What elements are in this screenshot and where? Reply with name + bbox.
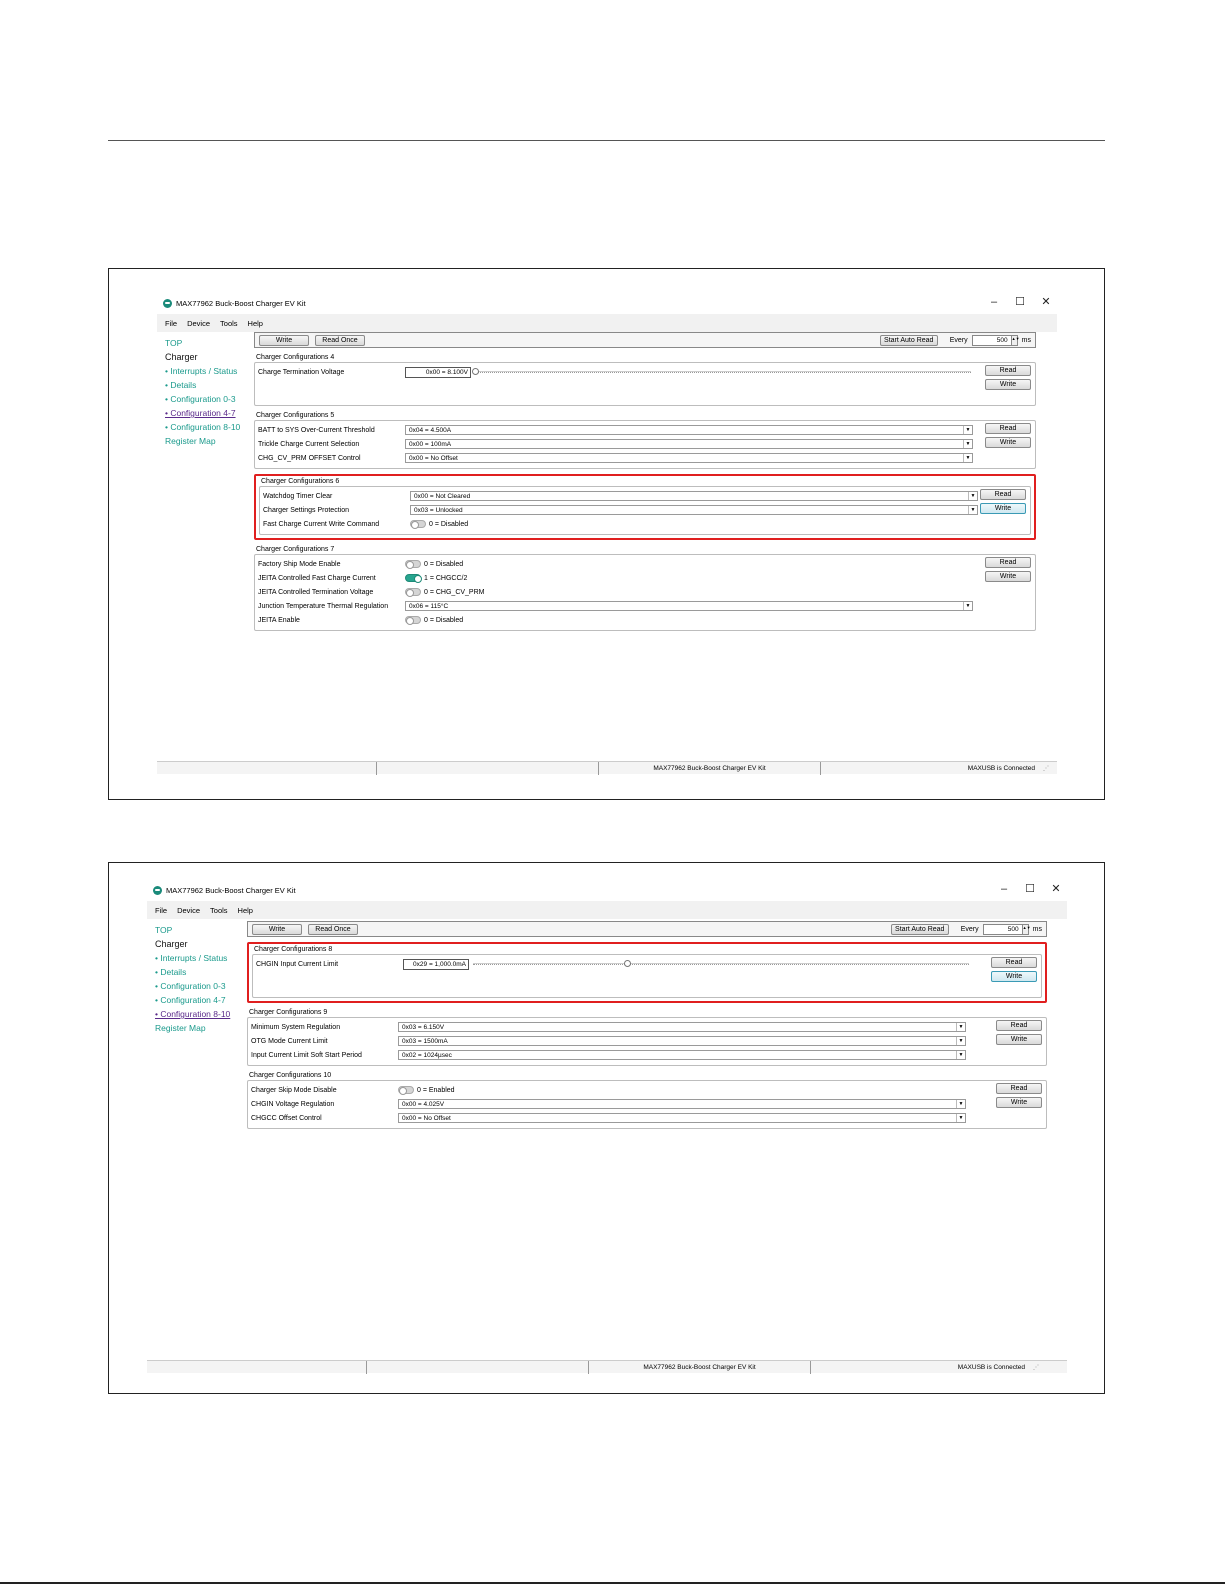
sidebar-item-configuration-8-10[interactable]: • Configuration 8-10 xyxy=(155,1009,231,1019)
field-chg-cv-prm-offset-control xyxy=(255,451,1035,465)
field-watchdog-timer-clear xyxy=(260,489,1030,503)
field-label: Fast Charge Current Write Command xyxy=(263,520,380,528)
slider-track xyxy=(475,372,971,373)
write-button[interactable]: Write xyxy=(985,571,1031,582)
write-button[interactable]: Write xyxy=(985,379,1031,390)
field-label: Charger Settings Protection xyxy=(263,506,349,514)
section-buttons xyxy=(985,365,1031,390)
field-input-current-limit-soft-start-period xyxy=(248,1048,1046,1062)
auto-read-controls xyxy=(891,924,1042,935)
read-button[interactable]: Read xyxy=(991,957,1037,968)
slider-value-input[interactable]: 0x00 = 8.100V xyxy=(405,367,471,378)
chevron-down-icon: ▼ xyxy=(956,1100,965,1108)
close-icon[interactable]: ✕ xyxy=(1051,883,1061,895)
section-title: Charger Configurations 8 xyxy=(254,946,333,953)
every-label: Every xyxy=(949,337,968,344)
field-label: Junction Temperature Thermal Regulation xyxy=(258,602,389,610)
dropdown-value: 0x00 = 100mA xyxy=(409,440,452,448)
sidebar-item-charger: Charger xyxy=(155,939,188,949)
menu-bar xyxy=(157,314,1057,332)
highlight-box xyxy=(247,942,1047,1003)
menu-tools[interactable]: Tools xyxy=(220,318,238,328)
value-dropdown[interactable] xyxy=(405,601,973,611)
window-title: MAX77962 Buck-Boost Charger EV Kit xyxy=(176,298,306,308)
status-cell: MAX77962 Buck-Boost Charger EV Kit xyxy=(599,762,821,775)
page-bottom-rule xyxy=(0,1582,1225,1584)
write-button[interactable]: Write xyxy=(985,437,1031,448)
field-minimum-system-regulation xyxy=(248,1020,1046,1034)
dropdown-value: 0x00 = No Offset xyxy=(409,454,458,462)
highlight-box xyxy=(254,474,1036,540)
sidebar-item-configuration-0-3[interactable]: • Configuration 0-3 xyxy=(165,394,236,404)
status-cell xyxy=(377,762,599,775)
field-junction-temperature-thermal-regulation xyxy=(255,599,1035,613)
interval-field xyxy=(972,335,1018,346)
window-controls xyxy=(999,883,1061,895)
section-charger-configurations-7 xyxy=(254,554,1036,631)
section-title: Charger Configurations 10 xyxy=(249,1072,332,1079)
field-label: CHGIN Input Current Limit xyxy=(256,960,339,968)
screenshot-frame-1 xyxy=(108,268,1105,800)
field-factory-ship-mode-enable xyxy=(255,557,1035,571)
field-label: Minimum System Regulation xyxy=(251,1023,341,1031)
write-all-button[interactable]: Write xyxy=(252,924,302,935)
read-once-button[interactable]: Read Once xyxy=(308,924,358,935)
toggle-switch[interactable] xyxy=(405,616,421,624)
status-cell: MAX77962 Buck-Boost Charger EV Kit xyxy=(589,1361,811,1374)
field-label: Watchdog Timer Clear xyxy=(263,492,333,500)
interval-unit: ms xyxy=(1032,926,1042,933)
dropdown-value: 0x00 = No Offset xyxy=(402,1114,451,1122)
field-label: Input Current Limit Soft Start Period xyxy=(251,1051,362,1059)
menu-file[interactable]: File xyxy=(165,318,178,328)
interval-input[interactable]: 500 xyxy=(983,924,1023,935)
maximize-icon[interactable]: ☐ xyxy=(1015,296,1025,308)
chevron-down-icon: ▼ xyxy=(956,1037,965,1045)
value-dropdown[interactable] xyxy=(405,425,973,435)
field-label: CHGCC Offset Control xyxy=(251,1114,322,1122)
section-title: Charger Configurations 5 xyxy=(256,412,335,419)
screenshot-frame-2 xyxy=(108,862,1105,1394)
menu-device[interactable]: Device xyxy=(177,905,201,915)
dropdown-value: 0x02 = 1024µsec xyxy=(402,1051,452,1059)
section-charger-configurations-5 xyxy=(254,420,1036,469)
section-buttons xyxy=(991,957,1037,982)
menu-device[interactable]: Device xyxy=(187,318,211,328)
value-slider[interactable] xyxy=(475,367,971,377)
chevron-down-icon: ▼ xyxy=(956,1114,965,1122)
field-label: OTG Mode Current Limit xyxy=(251,1037,328,1045)
sidebar-item-register-map[interactable]: Register Map xyxy=(165,436,216,446)
field-label: CHG_CV_PRM OFFSET Control xyxy=(258,454,361,462)
section-title: Charger Configurations 9 xyxy=(249,1009,328,1016)
value-dropdown[interactable] xyxy=(398,1050,966,1060)
sidebar-item-interrupts-status[interactable]: • Interrupts / Status xyxy=(165,366,238,376)
toggle-switch[interactable] xyxy=(405,560,421,568)
sidebar-nav xyxy=(165,338,255,450)
section-charger-configurations-10 xyxy=(247,1080,1047,1129)
title-bar xyxy=(157,292,1057,314)
value-dropdown[interactable] xyxy=(398,1099,966,1109)
minimize-icon[interactable]: – xyxy=(990,296,998,308)
field-label: JEITA Controlled Termination Voltage xyxy=(258,588,374,596)
toolbar xyxy=(247,921,1047,937)
dropdown-value: 0x00 = 4.025V xyxy=(402,1100,445,1108)
chevron-down-icon: ▼ xyxy=(956,1023,965,1031)
auto-read-controls xyxy=(880,335,1031,346)
field-chgin-voltage-regulation xyxy=(248,1097,1046,1111)
sidebar-item-configuration-0-3[interactable]: • Configuration 0-3 xyxy=(155,981,226,991)
status-bar xyxy=(147,1360,1067,1373)
chevron-down-icon: ▼ xyxy=(956,1051,965,1059)
section-buttons xyxy=(996,1020,1042,1045)
field-charger-settings-protection xyxy=(260,503,1030,517)
menu-tools[interactable]: Tools xyxy=(210,905,228,915)
app-window xyxy=(147,879,1067,1373)
interval-input[interactable]: 500 xyxy=(972,335,1012,346)
slider-thumb[interactable] xyxy=(624,960,631,967)
sidebar-item-top[interactable]: TOP xyxy=(165,338,183,348)
status-cell xyxy=(147,1361,367,1374)
value-dropdown[interactable] xyxy=(410,505,978,515)
sidebar-item-register-map[interactable]: Register Map xyxy=(155,1023,206,1033)
chevron-down-icon: ▼ xyxy=(963,426,972,434)
field-charge-termination-voltage xyxy=(255,365,1035,379)
toggle-value: 0 = CHG_CV_PRM xyxy=(424,588,485,596)
section-buttons xyxy=(980,489,1026,514)
sidebar-nav xyxy=(155,925,245,1037)
sidebar-item-interrupts-status[interactable]: • Interrupts / Status xyxy=(155,953,228,963)
slider-thumb[interactable] xyxy=(472,368,479,375)
field-label: CHGIN Voltage Regulation xyxy=(251,1100,335,1108)
write-button[interactable]: Write xyxy=(980,503,1026,514)
sidebar-item-top[interactable]: TOP xyxy=(155,925,173,935)
chevron-down-icon: ▼ xyxy=(968,506,977,514)
field-jeita-enable xyxy=(255,613,1035,627)
interval-spinner[interactable]: ▲▼ xyxy=(1012,335,1018,346)
read-button[interactable]: Read xyxy=(996,1083,1042,1094)
toggle-value: 0 = Disabled xyxy=(429,520,469,528)
read-button[interactable]: Read xyxy=(985,423,1031,434)
interval-field xyxy=(983,924,1029,935)
close-icon[interactable]: ✕ xyxy=(1041,296,1051,308)
section-title: Charger Configurations 7 xyxy=(256,546,335,553)
status-cell: MAXUSB is Connected xyxy=(967,765,1035,772)
field-chgin-input-current-limit xyxy=(253,957,1041,971)
maxim-logo-icon xyxy=(163,299,172,308)
read-once-button[interactable]: Read Once xyxy=(315,335,365,346)
main-content xyxy=(254,332,1036,631)
toggle-value: 0 = Enabled xyxy=(417,1086,455,1094)
section-charger-configurations-4 xyxy=(254,362,1036,406)
sidebar-item-configuration-4-7[interactable]: • Configuration 4-7 xyxy=(165,408,236,418)
toggle-switch[interactable] xyxy=(405,574,421,582)
read-button[interactable]: Read xyxy=(985,365,1031,376)
value-dropdown[interactable] xyxy=(410,491,978,501)
field-label: Charger Skip Mode Disable xyxy=(251,1086,337,1094)
field-jeita-controlled-fast-charge-current xyxy=(255,571,1035,585)
window-controls xyxy=(989,296,1051,308)
menu-file[interactable]: File xyxy=(155,905,168,915)
app-window xyxy=(157,292,1057,774)
start-auto-read-button[interactable]: Start Auto Read xyxy=(891,924,949,935)
interval-spinner[interactable]: ▲▼ xyxy=(1023,924,1029,935)
toggle-switch[interactable] xyxy=(398,1086,414,1094)
field-chgcc-offset-control xyxy=(248,1111,1046,1125)
section-buttons xyxy=(985,557,1031,582)
sidebar-item-details[interactable]: • Details xyxy=(155,967,187,977)
read-button[interactable]: Read xyxy=(996,1020,1042,1031)
field-otg-mode-current-limit xyxy=(248,1034,1046,1048)
toolbar xyxy=(254,332,1036,348)
maximize-icon[interactable]: ☐ xyxy=(1025,883,1035,895)
slider-track xyxy=(473,964,969,965)
chevron-down-icon: ▼ xyxy=(963,440,972,448)
field-jeita-controlled-termination-voltage xyxy=(255,585,1035,599)
dropdown-value: 0x00 = Not Cleared xyxy=(414,492,471,500)
maxim-logo-icon xyxy=(153,886,162,895)
window-title: MAX77962 Buck-Boost Charger EV Kit xyxy=(166,885,296,895)
write-button[interactable]: Write xyxy=(991,971,1037,982)
main-content xyxy=(247,921,1047,1129)
field-batt-to-sys-over-current-threshold xyxy=(255,423,1035,437)
value-dropdown[interactable] xyxy=(398,1022,966,1032)
menu-bar xyxy=(147,901,1067,919)
write-button[interactable]: Write xyxy=(996,1097,1042,1108)
toggle-value: 0 = Disabled xyxy=(424,616,464,624)
field-charger-skip-mode-disable xyxy=(248,1083,1046,1097)
field-label: Trickle Charge Current Selection xyxy=(258,440,360,448)
read-button[interactable]: Read xyxy=(980,489,1026,500)
toggle-switch[interactable] xyxy=(405,588,421,596)
value-slider[interactable] xyxy=(473,959,969,969)
dropdown-value: 0x03 = 1500mA xyxy=(402,1037,448,1045)
dropdown-value: 0x03 = 6.150V xyxy=(402,1023,445,1031)
value-dropdown[interactable] xyxy=(398,1036,966,1046)
page-top-rule xyxy=(108,140,1105,141)
field-fast-charge-current-write-command xyxy=(260,517,1030,531)
start-auto-read-button[interactable]: Start Auto Read xyxy=(880,335,938,346)
dropdown-value: 0x03 = Unlocked xyxy=(414,506,463,514)
slider-value-input[interactable]: 0x29 = 1,000.0mA xyxy=(403,959,469,970)
every-label: Every xyxy=(960,926,979,933)
value-dropdown[interactable] xyxy=(398,1113,966,1123)
section-charger-configurations-6 xyxy=(259,486,1031,535)
field-label: JEITA Enable xyxy=(258,616,300,624)
resize-grip-icon[interactable]: ⋰ xyxy=(1043,765,1049,772)
field-label: Charge Termination Voltage xyxy=(258,368,345,376)
section-charger-configurations-9 xyxy=(247,1017,1047,1066)
dropdown-value: 0x04 = 4.500A xyxy=(409,426,452,434)
section-title: Charger Configurations 6 xyxy=(261,478,340,485)
write-button[interactable]: Write xyxy=(996,1034,1042,1045)
section-buttons xyxy=(985,423,1031,448)
section-title: Charger Configurations 4 xyxy=(256,354,335,361)
toggle-switch[interactable] xyxy=(410,520,426,528)
value-dropdown[interactable] xyxy=(405,453,973,463)
menu-help[interactable]: Help xyxy=(237,905,253,915)
read-button[interactable]: Read xyxy=(985,557,1031,568)
dropdown-value: 0x06 = 115°C xyxy=(409,602,449,610)
write-all-button[interactable]: Write xyxy=(259,335,309,346)
field-label: BATT to SYS Over-Current Threshold xyxy=(258,426,375,434)
field-label: Factory Ship Mode Enable xyxy=(258,560,341,568)
minimize-icon[interactable]: – xyxy=(1000,883,1008,895)
sidebar-item-charger: Charger xyxy=(165,352,198,362)
chevron-down-icon: ▼ xyxy=(968,492,977,500)
status-bar xyxy=(157,761,1057,774)
toggle-value: 0 = Disabled xyxy=(424,560,464,568)
sidebar-item-configuration-8-10[interactable]: • Configuration 8-10 xyxy=(165,422,241,432)
toggle-value: 1 = CHGCC/2 xyxy=(424,574,468,582)
field-trickle-charge-current-selection xyxy=(255,437,1035,451)
interval-unit: ms xyxy=(1021,337,1031,344)
chevron-down-icon: ▼ xyxy=(963,602,972,610)
field-label: JEITA Controlled Fast Charge Current xyxy=(258,574,376,582)
chevron-down-icon: ▼ xyxy=(963,454,972,462)
status-cell: MAXUSB is Connected xyxy=(957,1364,1025,1371)
title-bar xyxy=(147,879,1067,901)
resize-grip-icon[interactable]: ⋰ xyxy=(1033,1364,1039,1371)
section-buttons xyxy=(996,1083,1042,1108)
status-cell xyxy=(157,762,377,775)
section-charger-configurations-8 xyxy=(252,954,1042,998)
sidebar-item-configuration-4-7[interactable]: • Configuration 4-7 xyxy=(155,995,226,1005)
sidebar-item-details[interactable]: • Details xyxy=(165,380,197,390)
status-cell xyxy=(367,1361,589,1374)
menu-help[interactable]: Help xyxy=(247,318,263,328)
value-dropdown[interactable] xyxy=(405,439,973,449)
